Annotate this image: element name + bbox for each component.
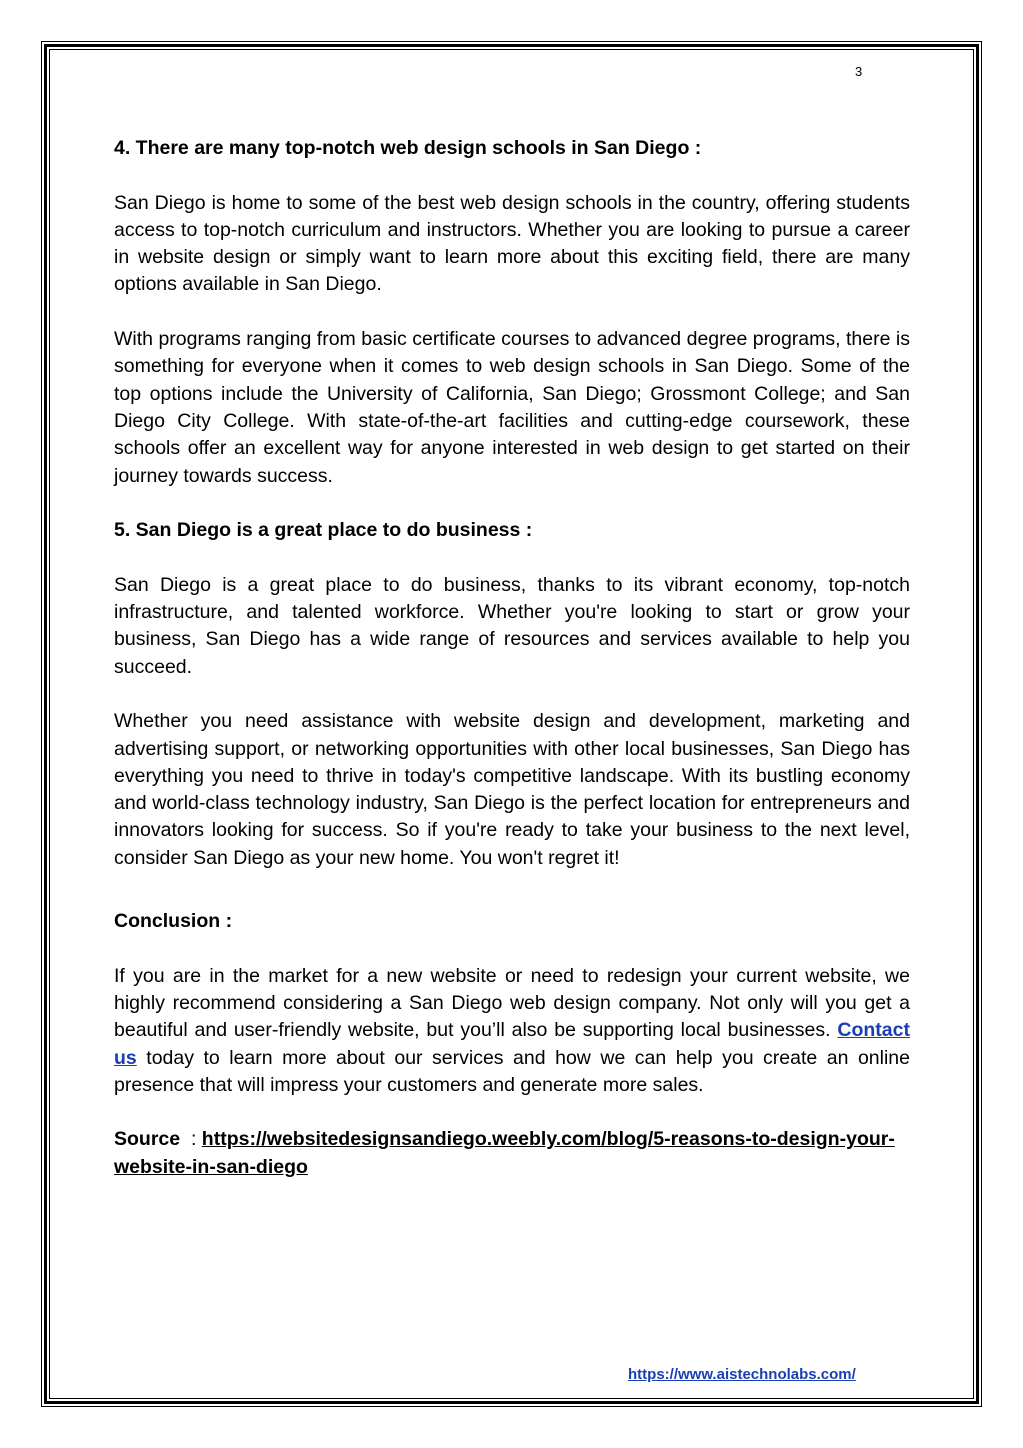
section-5-heading: 5. San Diego is a great place to do business : [114, 519, 533, 542]
section-5-paragraph-1: San Diego is a great place to do business, thanks to its vibrant economy, top-notch infrastructure, and talented workforce. Whether you're looking to start or grow your business, San Diego has a wide range of resources and services available to help you succeed. [114, 573, 910, 678]
source-label: Source [114, 1128, 181, 1151]
section-4-paragraph-2: With programs ranging from basic certificate courses to advanced degree programs, there is something for everyone when it comes to web design schools in San Diego. Some of the top options include the University of California, San Diego; Grossmont College; and San Diego City College. With state-of-the-art facilities and cutting-edge coursework, these schools offer an excellent way for anyone interested in web design to get started on their journey towards success. [114, 328, 910, 487]
conclusion-heading: Conclusion : [114, 910, 233, 933]
conclusion-paragraph [114, 963, 910, 1099]
conclusion-text-before-link: If you are in the market for a new website or need to redesign your current website, we highly recommend considering a San Diego web design company. Not only will you get a beautiful and user-friendly website, but you’ll also be supporting local businesses. [114, 964, 910, 1042]
section-4-heading: 4. There are many top-notch web design schools in San Diego : [114, 137, 702, 159]
page-number: 3 [855, 64, 863, 79]
source-line [114, 1126, 910, 1181]
section-4-paragraph-1: San Diego is home to some of the best web design schools in the country, offering students access to top-notch curriculum and instructors. Whether you are looking to pursue a career in website design or simply want to learn more about this exciting field, there are many options available in San Diego. [114, 191, 910, 296]
document-body [114, 135, 910, 1181]
source-separator: : [190, 1128, 197, 1151]
footer-website-link[interactable]: https://www.aistechnolabs.com/ [628, 1366, 856, 1383]
source-url-link[interactable]: https://websitedesignsandiego.weebly.com/blog/5-reasons-to-design-your-website-in-san-diego [114, 1128, 895, 1178]
conclusion-text-after-link: today to learn more about our services and how we can help you create an online presence that will impress your customers and generate more sales. [114, 1046, 910, 1096]
contact-us-link[interactable]: Contact us [114, 1019, 910, 1069]
section-5-paragraph-2: Whether you need assistance with website design and development, marketing and advertising support, or networking opportunities with other local businesses, San Diego has everything you need to thrive in today's competitive landscape. With its bustling economy and world-class technology industry, San Diego is the perfect location for entrepreneurs and innovators looking for success. So if you're ready to take your business to the next level, consider San Diego as your new home. You won't regret it! [114, 710, 910, 869]
